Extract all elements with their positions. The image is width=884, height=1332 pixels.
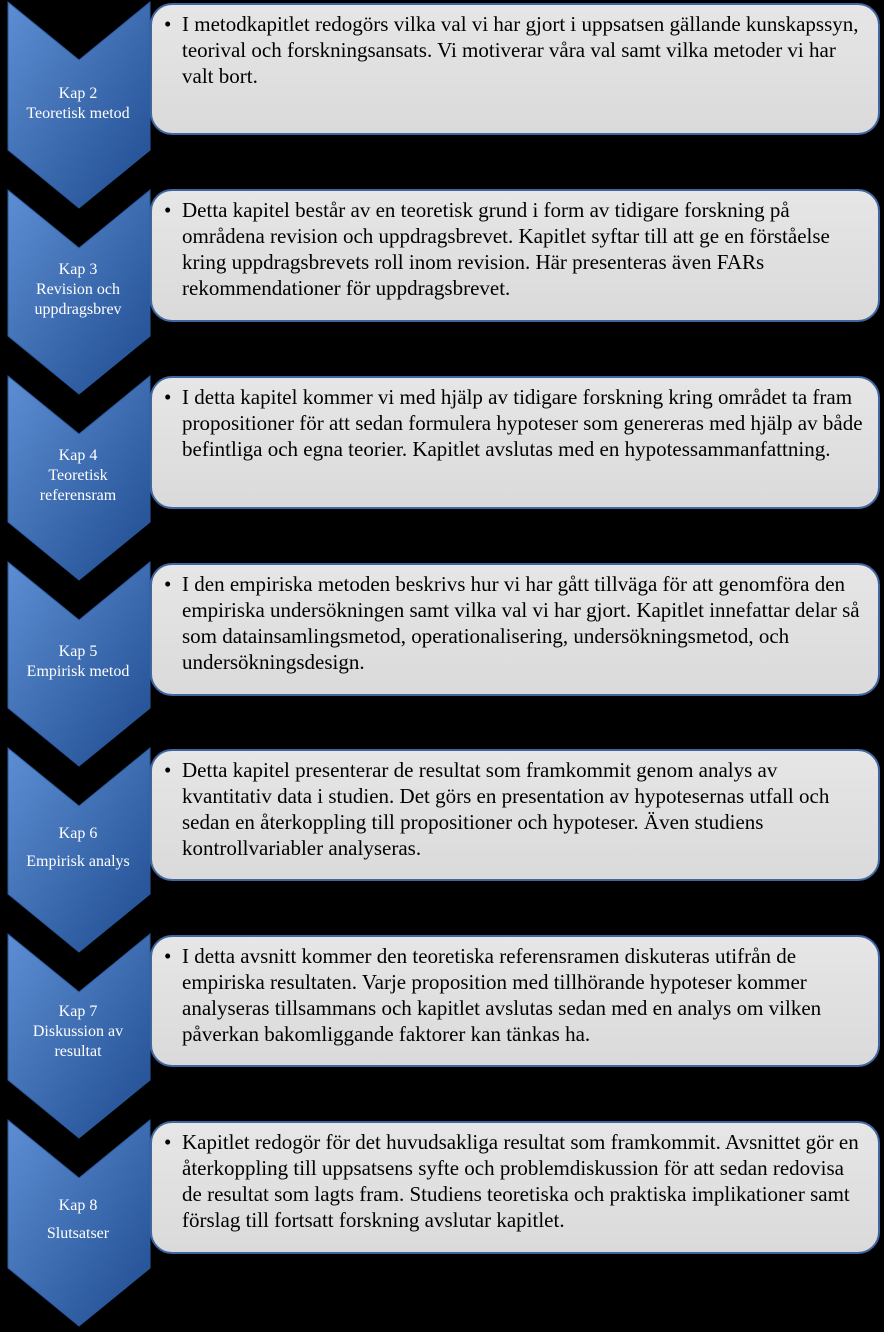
chapter-description-text: I detta kapitel kommer vi med hjälp av tidigare forskning kring området ta fram propositioner för att sedan formulera hypoteser som genereras med hjälp av både befintliga och egna teorier. Kapitlet avslutas med en hypotessammanfattning. — [182, 385, 863, 461]
bullet: • — [164, 572, 172, 596]
chevron-label — [8, 84, 148, 124]
chapter-number: Kap 8 — [58, 1197, 98, 1214]
chapter-description-text: I den empiriska metoden beskrivs hur vi har gått tillväga för att genomföra den empiriska undersökningen samt vilka val vi har gjort. Kapitlet innefattar delar så som datainsamlingsmetod, operationalisering, undersökningsmetod, och undersökningsdesign. — [182, 572, 860, 674]
chevron-label — [8, 1196, 148, 1244]
chapter-description-box — [150, 935, 880, 1067]
chapter-title-line: Empirisk analys — [26, 853, 130, 870]
bullet: • — [164, 944, 172, 968]
chapter-title-line: Teoretisk — [48, 467, 108, 484]
chapter-title-line: Diskussion av — [32, 1023, 124, 1040]
bullet: • — [164, 12, 172, 36]
chapter-description-box — [150, 376, 880, 509]
chevron-label — [8, 446, 148, 506]
chevron-label — [8, 260, 148, 320]
bullet: • — [164, 198, 172, 222]
chapter-description-text: Detta kapitel består av en teoretisk grund i form av tidigare forskning på områdena revision och uppdragsbrevet. Kapitlet syftar till att ge en förståelse kring uppdragsbrevets roll inom revision. Här presenteras även FARs rekommendationer för uppdragsbrevet. — [182, 198, 830, 300]
chapter-title-line: Empirisk metod — [26, 663, 130, 680]
chapter-description-text: I metodkapitlet redogörs vilka val vi har gjort i uppsatsen gällande kunskapssyn, teorival och forskningsansats. Vi motiverar våra val samt vilka metoder vi har valt bort. — [182, 12, 859, 88]
chapter-number: Kap 5 — [58, 643, 98, 660]
chapter-number: Kap 6 — [58, 825, 98, 842]
chapter-title-line: uppdragsbrev — [34, 301, 122, 318]
chapter-description-box — [150, 1121, 880, 1254]
chapter-description-text: Kapitlet redogör för det huvudsakliga resultat som framkommit. Avsnittet gör en återkoppling till uppsatsens syfte och problemdiskussion för att sedan redovisa de resultat som lagts fram. Studiens teoretiska och praktiska implikationer samt förslag till fortsatt forskning avslutar kapitlet. — [182, 1130, 859, 1232]
chapter-description-box — [150, 189, 880, 322]
chevron-label — [8, 1002, 148, 1062]
chevron-label — [8, 642, 148, 682]
chapter-title-line: Slutsatser — [46, 1225, 110, 1242]
bullet: • — [164, 385, 172, 409]
chapter-description-text: I detta avsnitt kommer den teoretiska referensramen diskuteras utifrån de empiriska resultaten. Varje proposition med tillhörande hypoteser kommer analyseras tillsammans och kapitlet avslutas sedan med en analys om vilken påverkan bakomliggande faktorer kan tänkas ha. — [182, 944, 822, 1046]
chapter-description-box — [150, 749, 880, 881]
bullet: • — [164, 1130, 172, 1154]
chapter-description-box — [150, 563, 880, 696]
chapter-title-line: referensram — [39, 487, 117, 504]
chapter-number: Kap 7 — [58, 1003, 98, 1020]
chapter-number: Kap 4 — [58, 447, 98, 464]
chapter-title-line: resultat — [54, 1043, 102, 1060]
chapter-number: Kap 3 — [58, 261, 98, 278]
chevron-label — [8, 824, 148, 872]
bullet: • — [164, 758, 172, 782]
chapter-description-text: Detta kapitel presenterar de resultat som framkommit genom analys av kvantitativ data i studien. Det görs en presentation av hypotesernas utfall och sedan en återkoppling till propositioner och hypoteser. Även studiens kontrollvariabler analyseras. — [182, 758, 830, 860]
chapter-description-box — [150, 3, 880, 135]
chapter-title-line: Teoretisk metod — [26, 105, 130, 122]
chapter-title-line: Revision och — [36, 281, 120, 298]
chapter-number: Kap 2 — [58, 85, 98, 102]
